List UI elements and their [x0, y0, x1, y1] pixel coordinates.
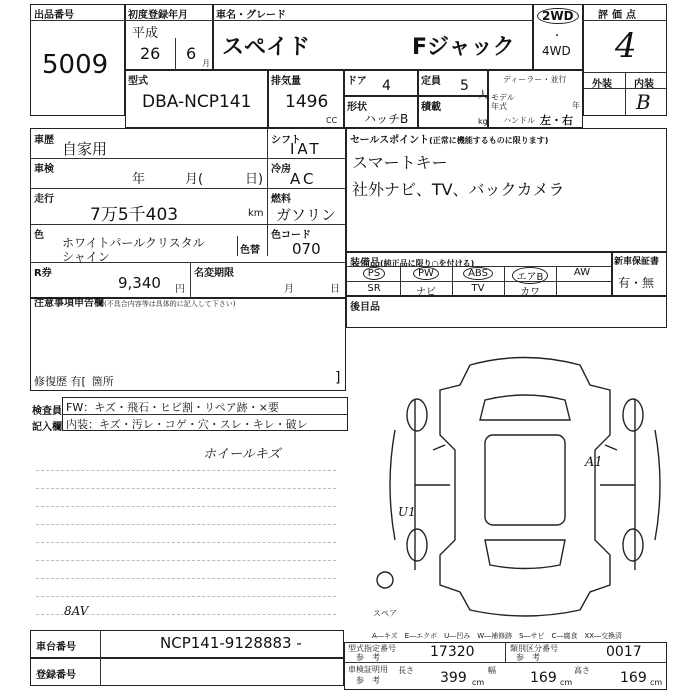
inspection-month: 月(	[185, 172, 204, 187]
inspector-term: 内装	[66, 418, 88, 431]
grade: Fジャック	[412, 35, 515, 60]
fuel-label: 燃料	[271, 194, 291, 205]
equipment-item-3: エアB	[504, 267, 556, 284]
model-label: 型式	[128, 76, 148, 87]
repair-history: 修復歴 有[ 箇所	[34, 375, 114, 388]
seat-label: 後目品	[350, 302, 380, 313]
capacity-label: 定員	[421, 76, 441, 87]
inspector-row-2: 内装：キズ・汚レ・コゲ・穴・スレ・キレ・破レ	[66, 418, 308, 431]
car-name: スペイド	[222, 35, 311, 60]
height: 169	[620, 670, 647, 686]
title-deadline-label: 名変期限	[194, 268, 234, 279]
mileage-label: 走行	[34, 194, 54, 205]
ac-label: 冷房	[271, 164, 291, 175]
inspection-day: 日)	[245, 172, 264, 187]
inspector-label: 検査員	[32, 406, 62, 417]
yen-unit: 円	[175, 284, 185, 295]
color-change-label: 色替	[240, 245, 260, 256]
registration-label: 登録番号	[36, 670, 76, 681]
inspector-term: 汚レ	[131, 418, 154, 431]
inspector-term: キズ	[94, 401, 116, 414]
inspection-label: 車検	[34, 164, 54, 175]
handwritten-note-2: 8AV	[64, 604, 89, 618]
width-unit: cm	[560, 678, 573, 687]
lot-number: 5009	[42, 50, 109, 80]
displacement-label: 排気量	[271, 76, 301, 87]
model-designation: 17320	[430, 644, 475, 660]
equipment-item-sub-0: SR	[367, 283, 381, 294]
color-name: ホワイトパールクリスタル	[62, 236, 205, 250]
inspector-term: スレ	[219, 418, 242, 431]
cert-label: 車検証明用	[348, 665, 388, 674]
notice-label: 注意事項申告欄(不具合内容等は具体的に記入して下さい)	[34, 298, 236, 309]
length-label: 長さ	[398, 666, 414, 675]
door-label: ドア	[347, 76, 367, 87]
seat-box	[346, 296, 667, 328]
handwritten-note: ホイールキズ	[203, 447, 281, 462]
lot-label: 出品番号	[34, 10, 74, 21]
length-unit: cm	[472, 678, 485, 687]
title-day: 日	[330, 284, 340, 295]
inspector-term: キズ	[99, 418, 121, 431]
inspector-term: ヒビ割	[160, 401, 193, 414]
interior-grade: B	[636, 90, 651, 114]
cert-sub: 参 考	[356, 676, 380, 685]
month-unit: 月	[202, 59, 210, 68]
inspector-term: キレ	[252, 418, 275, 431]
warranty: 有・無	[618, 276, 655, 290]
equipment-item-sub-2: TV	[471, 283, 485, 294]
mileage: 7万5千403	[90, 205, 179, 225]
kg-unit: kg	[478, 117, 488, 126]
reg-year: 26	[140, 44, 161, 63]
equipment-item-4: AW	[573, 267, 591, 278]
height-unit: cm	[650, 678, 663, 687]
inspector-term: 穴	[197, 418, 209, 431]
model-designation-label: 型式指定番号	[348, 644, 396, 653]
chassis-label: 車台番号	[36, 642, 76, 653]
color-code: 070	[292, 240, 321, 258]
handle-label: ハンドル	[503, 116, 535, 125]
inspector-row-1: FW：キズ・飛石・ヒビ割・リペア跡・×要	[66, 401, 279, 414]
name-grade-label: 車名・グレード	[216, 10, 286, 21]
dealer-label: ディーラー・並行	[503, 75, 567, 84]
model-designation-sub: 参 考	[356, 653, 380, 662]
score-label: 評価点	[598, 10, 640, 21]
score-value: 4	[615, 26, 637, 66]
equipment-item-0: PS	[348, 267, 400, 280]
sales-point-label: セールスポイント(正常に機能するものに限ります)	[350, 135, 549, 146]
doors: 4	[382, 78, 391, 94]
model-code: DBA-NCP141	[142, 92, 252, 112]
inspector-term: リペア跡	[204, 401, 248, 414]
damage-mark-u1: U1	[398, 505, 416, 519]
drive-2wd: 2WD	[537, 8, 579, 24]
inspector-label-2: 記入欄	[32, 422, 62, 433]
damage-mark-a1: A1	[585, 455, 603, 470]
ac: AC	[290, 170, 317, 188]
drive-dot: ・	[552, 31, 562, 42]
drive-4wd: 4WD	[542, 44, 571, 58]
recycle-fee: 9,340	[118, 274, 161, 292]
width-label: 幅	[488, 666, 496, 675]
equipment-item-1: PW	[400, 267, 452, 280]
warranty-label: 新車保証書	[614, 257, 660, 267]
chassis-number: NCP141-9128883 -	[160, 634, 302, 652]
shift: IAT	[290, 140, 322, 158]
equipment-label: 装備品(純正品に限り○を付ける)	[350, 258, 475, 269]
width: 169	[530, 670, 557, 686]
interior-label: 内装	[634, 79, 654, 90]
sales-line-2: 社外ナビ、TV、バックカメラ	[352, 180, 565, 199]
shape-label: 形状	[347, 102, 367, 113]
spare-label: スペア	[373, 609, 397, 618]
model-year-label2: 年式	[491, 102, 507, 111]
history: 自家用	[62, 140, 108, 158]
inspector-term: コゲ	[164, 418, 187, 431]
color-label: 色	[34, 230, 44, 241]
shape: ハッチB	[364, 112, 409, 126]
load-label: 積載	[421, 102, 441, 113]
equipment-item-sub-1: ナビ	[416, 287, 436, 298]
color-name-2: シャイン	[62, 250, 110, 264]
class-number: 0017	[606, 644, 642, 660]
inspector-term: FW	[66, 401, 84, 414]
reg-month: 6	[186, 44, 197, 63]
capacity: 5	[460, 78, 469, 94]
equipment-item-2: ABS	[452, 267, 504, 280]
inspector-term: 破レ	[285, 418, 308, 431]
cc-unit: CC	[326, 116, 338, 125]
shift-label: シフト	[271, 135, 301, 146]
title-month: 月	[284, 284, 294, 295]
damage-legend: A―キズ E―エクボ U―凹み W―補修跡 S―サビ C―腐食 XX―交換済	[372, 632, 623, 640]
displacement: 1496	[285, 92, 329, 112]
model-year-unit: 年	[572, 101, 580, 110]
sales-line-1: スマートキー	[352, 153, 448, 172]
length: 399	[440, 670, 467, 686]
capacity-unit: 人	[478, 90, 488, 101]
color-code-label: 色コード	[271, 230, 311, 241]
handle: 左・右	[540, 114, 573, 127]
exterior-label: 外装	[592, 79, 612, 90]
km-unit: km	[248, 208, 264, 219]
inspector-term: 飛石	[127, 401, 149, 414]
fuel: ガソリン	[276, 206, 337, 224]
first-reg-label: 初度登録年月	[128, 10, 188, 21]
class-label: 類別区分番号	[510, 644, 558, 653]
class-sub: 参 考	[516, 653, 540, 662]
history-label: 車歴	[34, 135, 54, 146]
equipment-item-sub-3: カワ	[520, 287, 540, 298]
height-label: 高さ	[574, 666, 590, 675]
registration-box	[30, 658, 344, 686]
model-year-label: モデル	[491, 93, 515, 102]
inspector-term: ×要	[258, 401, 279, 414]
era: 平成	[132, 26, 159, 41]
car-diagram	[375, 340, 675, 630]
inspection-year: 年	[132, 172, 146, 187]
recycle-label: R券	[34, 268, 52, 279]
